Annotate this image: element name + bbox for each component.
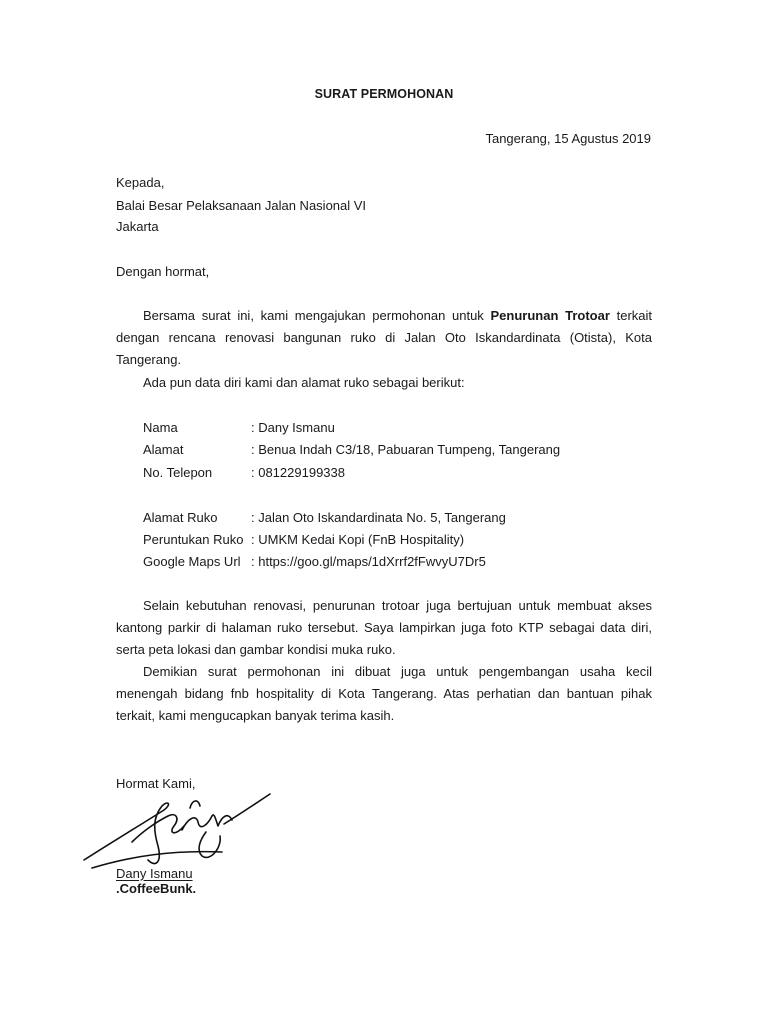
- personal-value-phone: : 081229199338: [251, 465, 345, 480]
- letter-title: SURAT PERMOHONAN: [314, 87, 454, 101]
- shop-label-address: Alamat Ruko: [143, 510, 218, 525]
- paragraph-3: [116, 595, 652, 661]
- place-date: Tangerang, 15 Agustus 2019: [485, 131, 651, 146]
- recipient-name: Balai Besar Pelaksanaan Jalan Nasional VI: [116, 198, 367, 213]
- shop-value-purpose: : UMKM Kedai Kopi (FnB Hospitality): [251, 532, 465, 547]
- greeting: Dengan hormat,: [116, 264, 210, 279]
- paragraph-4: [116, 661, 652, 727]
- paragraph-3-text: Selain kebutuhan renovasi, penurunan trotoar juga bertujuan untuk membuat akses kantong parkir di halaman ruko tersebut. Saya lampirkan juga foto KTP sebagai data diri, serta peta lokasi dan gambar kondisi muka ruko.: [116, 598, 652, 657]
- signer-name: Dany Ismanu: [116, 866, 193, 881]
- personal-label-name: Nama: [143, 420, 178, 435]
- personal-value-address: : Benua Indah C3/18, Pabuaran Tumpeng, Tangerang: [251, 442, 561, 457]
- personal-value-name: : Dany Ismanu: [251, 420, 335, 435]
- intro-emphasis: Penurunan Trotoar: [490, 308, 610, 323]
- personal-label-phone: No. Telepon: [143, 465, 213, 480]
- data-intro: Ada pun data diri kami dan alamat ruko sebagai berikut:: [143, 375, 465, 390]
- shop-value-address: : Jalan Oto Iskandardinata No. 5, Tangerang: [251, 510, 506, 525]
- shop-label-purpose: Peruntukan Ruko: [143, 532, 244, 547]
- recipient-city: Jakarta: [116, 219, 159, 234]
- recipient-salutation: Kepada,: [116, 175, 165, 190]
- shop-label-maps-url: Google Maps Url: [143, 554, 241, 569]
- paragraph-4-text: Demikian surat permohonan ini dibuat juga untuk pengembangan usaha kecil menengah bidang fnb hospitality di Kota Tangerang. Atas perhatian dan bantuan pihak terkait, kami mengucapkan banyak terima kasih.: [116, 664, 652, 723]
- intro-text-before: Bersama surat ini, kami mengajukan permohonan untuk: [143, 308, 491, 323]
- company-name: .CoffeeBunk.: [116, 881, 197, 896]
- intro-text-after: terkait dengan rencana renovasi bangunan ruko di Jalan Oto Iskandardinata (Otista), Kota Tangerang.: [116, 308, 653, 367]
- closing: Hormat Kami,: [116, 776, 196, 791]
- personal-label-address: Alamat: [143, 442, 184, 457]
- shop-value-maps-url: : https://goo.gl/maps/1dXrrf2fFwvyU7Dr5: [251, 554, 486, 569]
- intro-paragraph: [116, 305, 652, 371]
